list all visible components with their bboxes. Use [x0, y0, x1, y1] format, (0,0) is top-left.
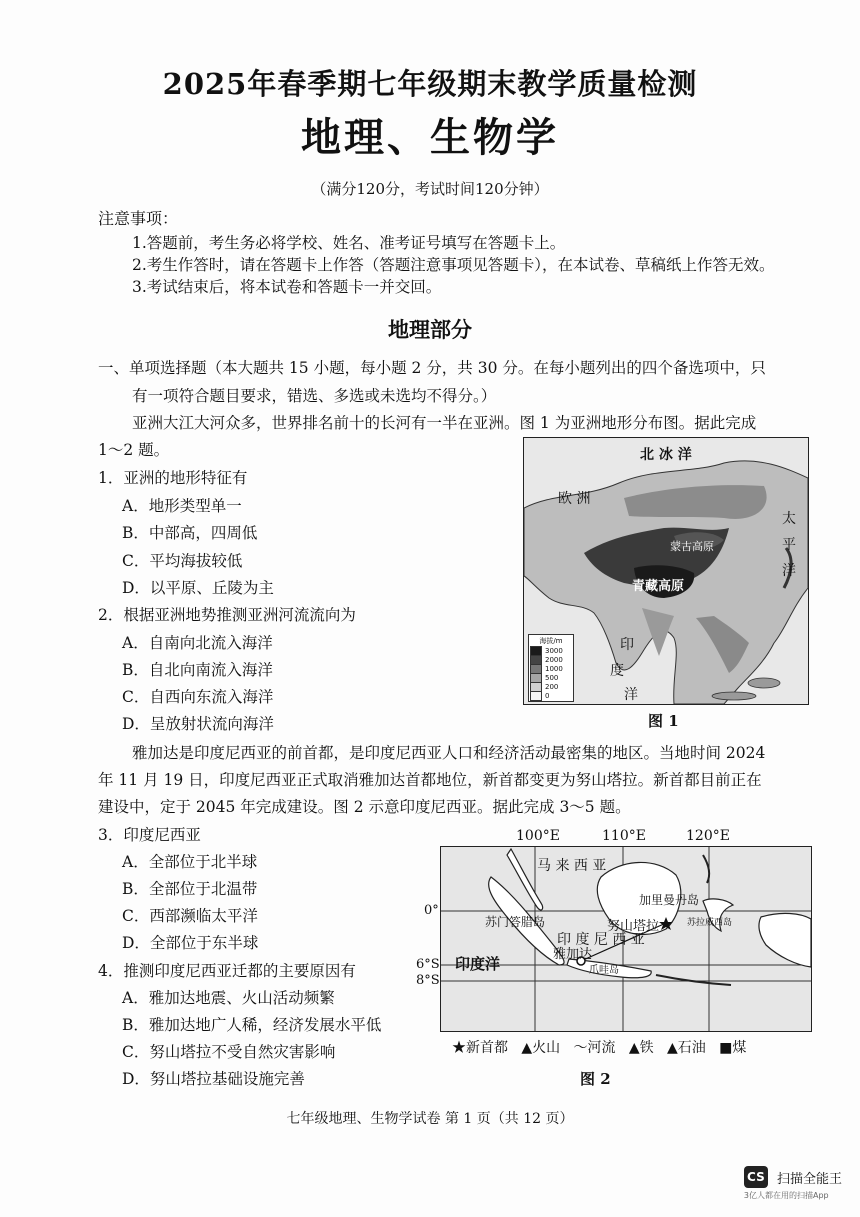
option: C．自西向东流入海洋	[122, 688, 274, 706]
indonesia-map	[440, 846, 812, 1032]
option: C．平均海拔较低	[122, 552, 243, 570]
option: D．以平原、丘陵为主	[122, 579, 274, 597]
lat-label: 0°	[424, 903, 439, 918]
option: C．努山塔拉不受自然灾害影响	[122, 1043, 336, 1061]
legend-coal: ■煤	[719, 1040, 747, 1056]
legend-river: ～河流	[573, 1040, 616, 1056]
label-sulawesi: 苏拉威西岛	[687, 918, 733, 928]
lat-label: 8°S	[416, 973, 440, 988]
option: D．全部位于东半球	[122, 934, 259, 952]
section-title: 地理部分	[388, 317, 472, 342]
option: D．呈放射状流向海洋	[122, 715, 274, 733]
label-jakarta: 雅加达	[553, 947, 593, 962]
notice-item: 2.考生作答时，请在答题卡上作答（答题注意事项见答题卡），在本试卷、草稿纸上作答无效。	[132, 256, 775, 274]
legend-swatch	[530, 691, 542, 701]
intro-paragraph-cont: 年 11 月 19 日，印度尼西亚正式取消雅加达首都地位，新首都变更为努山塔拉。新首都目前正在	[98, 771, 762, 789]
intro-paragraph: 亚洲大江大河众多，世界排名前十的长河有一半在亚洲。图 1 为亚洲地形分布图。据此完成	[132, 414, 757, 432]
label-indian-ocean: 洋	[624, 687, 638, 703]
legend-value: 200	[545, 682, 559, 691]
legend-new-capital: ★新首都	[452, 1040, 508, 1056]
legend-volcano: ▲火山	[521, 1040, 561, 1056]
part-title-cont: 有一项符合题目要求，错选、多选或未选均不得分。）	[132, 387, 497, 405]
notice-heading: 注意事项：	[98, 209, 179, 228]
part-title: 一、单项选择题（本大题共 15 小题，每小题 2 分，共 30 分。在每小题列出的四个备选项中，只	[98, 359, 766, 377]
lat-label: 6°S	[416, 957, 440, 972]
label-sumatra: 苏门答腊岛	[485, 915, 546, 929]
label-malaysia: 马 来 西 亚	[537, 858, 607, 874]
legend-title: 海拔/m	[539, 637, 563, 645]
legend-value: 500	[545, 673, 559, 682]
intro-paragraph-cont: 1～2 题。	[98, 441, 170, 459]
label-indian-ocean: 度	[610, 663, 624, 679]
legend-value: 2000	[545, 655, 563, 664]
notice-item: 1.答题前，考生务必将学校、姓名、准考证号填写在答题卡上。	[132, 234, 566, 252]
scanner-name: 扫描全能王	[776, 1171, 842, 1187]
legend-oil: ▲石油	[667, 1040, 706, 1056]
label-europe: 欧 洲	[558, 491, 591, 507]
notice-item: 3.考试结束后，将本试卷和答题卡一并交回。	[132, 278, 442, 296]
subject-title: 地理、生物学	[301, 114, 559, 161]
option: A．全部位于北半球	[122, 853, 258, 871]
lon-label: 120°E	[686, 828, 730, 844]
lon-label: 110°E	[602, 828, 646, 844]
label-nusantara: 努山塔拉	[607, 919, 660, 934]
question-stem: 4．推测印度尼西亚迁都的主要原因有	[98, 962, 356, 980]
figure2-caption: 图 2	[580, 1070, 611, 1088]
label-arctic-ocean: 北 冰 洋	[640, 447, 692, 463]
label-indian-ocean: 印	[620, 637, 634, 653]
legend-value: 3000	[545, 646, 563, 655]
intro-paragraph: 雅加达是印度尼西亚的前首都，是印度尼西亚人口和经济活动最密集的地区。当地时间 2024	[132, 744, 766, 762]
label-pacific: 太	[782, 511, 796, 527]
scanner-watermark	[744, 1166, 842, 1201]
legend-value: 1000	[545, 664, 563, 673]
intro-paragraph-cont: 建设中，定于 2045 年完成建设。图 2 示意印度尼西亚。据此完成 3～5 题。	[98, 798, 631, 816]
option: B．中部高，四周低	[122, 524, 258, 542]
scanner-tagline: 3亿人都在用的扫描App	[743, 1191, 829, 1200]
legend-value: 0	[545, 691, 550, 700]
elevation-legend	[528, 634, 574, 702]
asia-terrain-map	[523, 437, 809, 705]
option: B．自北向南流入海洋	[122, 661, 273, 679]
label-java: 爪哇岛	[589, 965, 619, 976]
label-indonesia: 印 度 尼 西 亚	[557, 932, 645, 948]
option: B．全部位于北温带	[122, 880, 258, 898]
option: A．自南向北流入海洋	[122, 634, 273, 652]
scanner-logo-icon: CS	[744, 1166, 768, 1188]
figure1-caption: 图 1	[648, 712, 679, 730]
map-legend	[452, 1037, 746, 1057]
page-footer: 七年级地理、生物学试卷 第 1 页（共 12 页）	[286, 1111, 574, 1127]
label-kalimantan: 加里曼丹岛	[639, 893, 700, 907]
option: B．雅加达地广人稀，经济发展水平低	[122, 1016, 382, 1034]
legend-iron: ▲铁	[628, 1040, 654, 1056]
option: A．地形类型单一	[122, 497, 242, 515]
label-mongolian-plateau: 蒙古高原	[670, 540, 714, 553]
label-pacific: 平	[782, 537, 796, 553]
question-stem: 2．根据亚洲地势推测亚洲河流流向为	[98, 606, 356, 624]
option: D．努山塔拉基础设施完善	[122, 1070, 305, 1088]
option: A．雅加达地震、火山活动频繁	[122, 989, 335, 1007]
label-pacific: 洋	[782, 563, 796, 579]
question-stem: 3．印度尼西亚	[98, 826, 201, 844]
exam-title: 2025年春季期七年级期末教学质量检测	[162, 67, 698, 101]
exam-info: （满分120分，考试时间120分钟）	[311, 180, 549, 198]
option: C．西部濒临太平洋	[122, 907, 258, 925]
label-indian-ocean: 印度洋	[455, 955, 501, 973]
lon-label: 100°E	[516, 828, 560, 844]
label-tibetan-plateau: 青藏高原	[632, 579, 685, 594]
question-stem: 1．亚洲的地形特征有	[98, 469, 248, 487]
